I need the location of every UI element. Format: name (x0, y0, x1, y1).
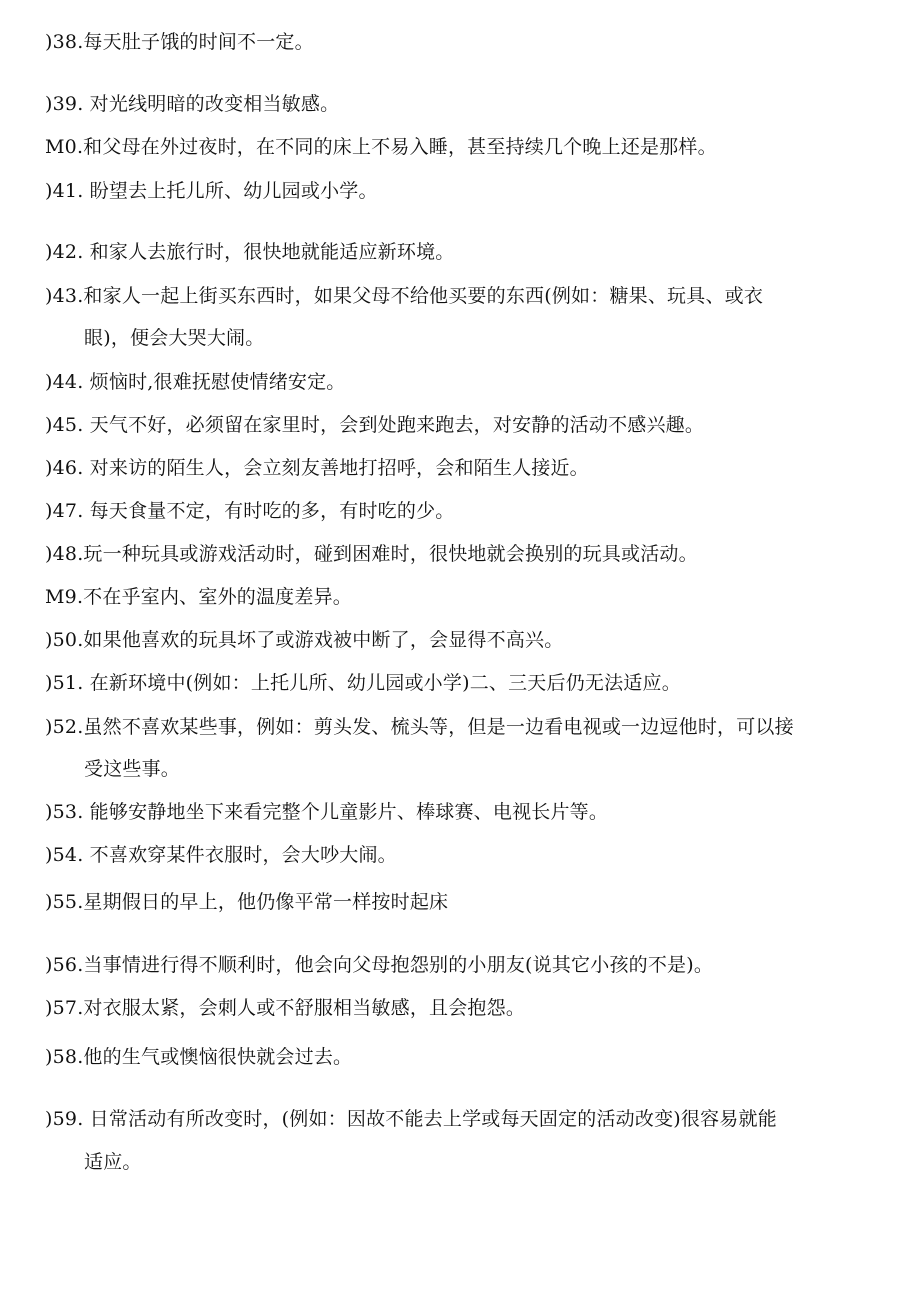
item-40: M0.和父母在外过夜时，在不同的床上不易入睡，甚至持续几个晚上还是那样。 (45, 136, 717, 158)
item-56: )56.当事情进行得不顺利时，他会向父母抱怨别的小朋友(说其它小孩的不是)。 (45, 954, 714, 976)
item-38: )38.每天肚子饿的时间不一定。 (45, 31, 314, 53)
item-55: )55.星期假日的早上，他仍像平常一样按时起床 (45, 891, 449, 913)
item-58: )58.他的生气或懊恼很快就会过去。 (45, 1046, 353, 1068)
item-57: )57.对衣服太紧，会刺人或不舒服相当敏感，且会抱怨。 (45, 997, 526, 1019)
item-46: )46. 对来访的陌生人，会立刻友善地打招呼，会和陌生人接近。 (45, 457, 589, 479)
item-43: )43.和家人一起上街买东西时，如果父母不给他买要的东西(例如：糖果、玩具、或衣 (45, 285, 764, 307)
item-42: )42. 和家人去旅行时，很快地就能适应新环境。 (45, 241, 455, 263)
item-43-continuation: 眼)，便会大哭大闹。 (84, 327, 265, 349)
item-52: )52.虽然不喜欢某些事，例如：剪头发、梳头等，但是一边看电视或一边逗他时，可以接 (45, 716, 794, 738)
item-45: )45. 天气不好，必须留在家里时，会到处跑来跑去，对安静的活动不感兴趣。 (45, 414, 705, 436)
item-48: )48.玩一种玩具或游戏活动时，碰到困难时，很快地就会换别的玩具或活动。 (45, 543, 698, 565)
item-59-continuation: 适应。 (84, 1151, 142, 1173)
item-50: )50.如果他喜欢的玩具坏了或游戏被中断了，会显得不高兴。 (45, 629, 564, 651)
item-41: )41. 盼望去上托儿所、幼儿园或小学。 (45, 180, 378, 202)
item-49: M9.不在乎室内、室外的温度差异。 (45, 586, 352, 608)
item-44: )44. 烦恼时,很难抚慰使情绪安定。 (45, 371, 346, 393)
item-54: )54. 不喜欢穿某件衣服时，会大吵大闹。 (45, 844, 397, 866)
item-47: )47. 每天食量不定，有时吃的多，有时吃的少。 (45, 500, 455, 522)
item-52-continuation: 受这些事。 (84, 758, 181, 780)
item-39: )39. 对光线明暗的改变相当敏感。 (45, 93, 340, 115)
item-53: )53. 能够安静地坐下来看完整个儿童影片、棒球赛、电视长片等。 (45, 801, 609, 823)
item-51: )51. 在新环境中(例如：上托儿所、幼儿园或小学)二、三天后仍无法适应。 (45, 672, 681, 694)
item-59: )59. 日常活动有所改变时，(例如：因故不能去上学或每天固定的活动改变)很容易就能 (45, 1108, 777, 1130)
